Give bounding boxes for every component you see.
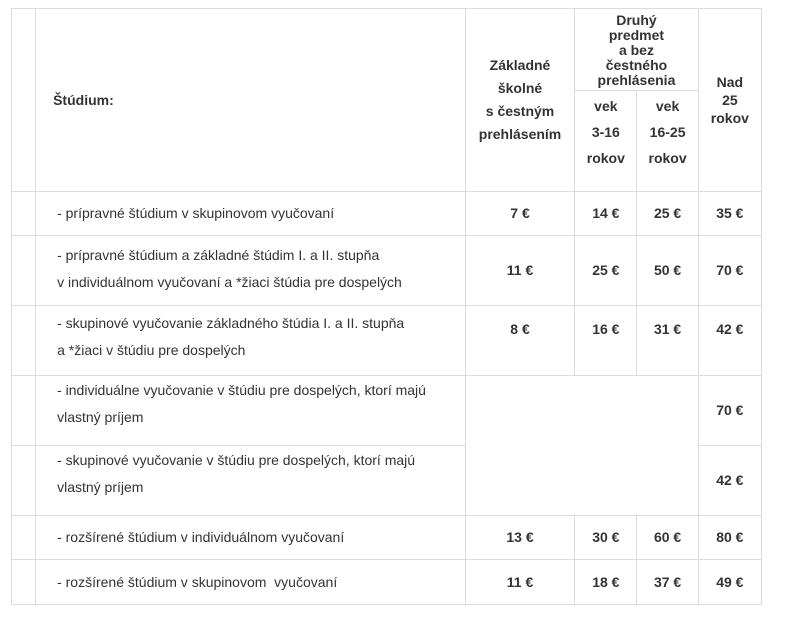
age-3-16-cell: 14 € [575,192,637,236]
age-16-25-cell: 25 € [637,192,698,236]
study-description [36,236,466,306]
over-25-header-line: 25 [722,92,738,108]
age-3-16-header-line: 3-16 [591,124,620,140]
basic-fee-cell: 11 € [465,560,574,605]
age-16-25-cell: 37 € [637,560,698,605]
second-subject-header-line: predmet [608,27,665,43]
basic-fee-cell: 8 € [465,306,574,376]
description-line: v individuálnom vyučovaní a *žiaci štúdia pre dospelých [57,274,402,290]
header-row [12,9,762,91]
description-line: - rozšírené štúdium v individuálnom vyučovaní [57,529,345,545]
age-16-25-cell: 31 € [637,306,698,376]
basic-fee-cell: 11 € [465,236,574,306]
over-25-cell: 35 € [698,192,761,236]
age-16-25-header [637,91,698,192]
age-3-16-cell: 30 € [575,516,637,560]
age-3-16-cell: 16 € [575,306,637,376]
basic-fee-cell: 7 € [465,192,574,236]
over-25-cell: 70 € [698,236,761,306]
description-line: - skupinové vyučovanie základného štúdia I. a II. stupňa [57,315,405,331]
over-25-cell: 49 € [698,560,761,605]
fee-table [11,8,762,605]
blank-cell [12,192,36,236]
age-16-25-cell: 50 € [637,236,698,306]
description-line: vlastný príjem [57,479,144,495]
study-description [36,376,466,446]
study-description [36,446,466,516]
study-description [36,306,466,376]
age-16-25-header-line: vek [655,98,680,114]
blank-cell [12,516,36,560]
table-row [12,192,762,236]
age-16-25-cell: 60 € [637,516,698,560]
over-25-header [698,9,761,192]
age-3-16-header-line: vek [594,98,618,114]
second-subject-header-line: prehlásenia [597,72,676,88]
second-subject-header-line: a bez [618,42,654,58]
second-subject-header-line: Druhý [616,12,657,28]
study-description [36,560,466,605]
description-line: a *žiaci v štúdiu pre dospelých [57,342,246,358]
over-25-cell: 42 € [698,446,761,516]
description-line: - individuálne vyučovanie v štúdiu pre dospelých, ktorí majú [57,382,426,398]
table-row [12,560,762,605]
description-line: - skupinové vyučovanie v štúdiu pre dospelých, ktorí majú [57,452,416,468]
over-25-header-line: rokov [710,110,749,126]
description-line: - rozšírené štúdium v skupinovom vyučovaní [57,573,338,590]
age-16-25-header-line: 16-25 [649,124,686,140]
table-row [12,306,762,376]
blank-cell [12,236,36,306]
basic-fee-header-line: s čestným [485,103,555,119]
second-subject-header [575,9,698,91]
over-25-cell: 70 € [698,376,761,446]
basic-fee-header-line: školné [497,80,543,96]
blank-cell [12,446,36,516]
basic-fee-header-line: prehlásením [478,126,562,142]
age-3-16-header-line: rokov [586,150,625,166]
basic-fee-header [465,9,574,192]
merged-empty-cell [465,376,698,516]
description-line: - prípravné štúdium v skupinovom vyučovaní [57,205,335,221]
study-description [36,516,466,560]
table-row [12,516,762,560]
study-description [36,192,466,236]
table-row [12,236,762,306]
age-16-25-header-line: rokov [648,150,687,166]
description-line: vlastný príjem [57,409,144,425]
blank-cell [12,9,36,192]
second-subject-header-line: čestného [605,57,668,73]
age-3-16-cell: 25 € [575,236,637,306]
over-25-header-line: Nad [716,74,744,90]
age-3-16-header [575,91,637,192]
basic-fee-cell: 13 € [465,516,574,560]
age-3-16-cell: 18 € [575,560,637,605]
blank-cell [12,560,36,605]
description-line: - prípravné štúdium a základné štúdim I. a II. stupňa [57,247,380,263]
basic-fee-header-line: Základné [489,57,551,73]
table-row [12,376,762,446]
study-header: Štúdium: [36,9,466,192]
over-25-cell: 80 € [698,516,761,560]
blank-cell [12,376,36,446]
blank-cell [12,306,36,376]
over-25-cell: 42 € [698,306,761,376]
